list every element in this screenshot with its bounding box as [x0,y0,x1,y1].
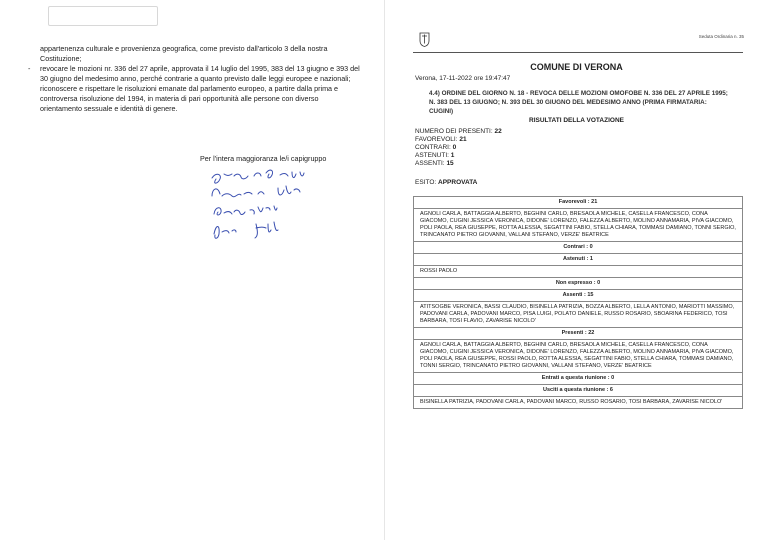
agenda-item-title: 4.4) ORDINE DEL GIORNO N. 18 - REVOCA DELLE MOZIONI OMOFOBE N. 336 DEL 27 APRILE 1995; N. 383 DEL 13 GIUGNO; N. 393 DEL 30 GIUGNO DEL MEDESIMO ANNO (PRIMA FIRMATARIA: CUGINI) [429,90,728,115]
presenti-header: Presenti : 22 [414,328,743,340]
count-presenti: NUMERO DEI PRESENTI: 22 [415,128,502,135]
favorevoli-names: AGNOLI CARLA, BATTAGGIA ALBERTO, BEGHINI CARLO, BRESAOLA MICHELE, CASELLA FRANCESCO, CONA GIACOMO, CUGINI JESSICA VERONICA, DIDONE' LORENZO, FALEZZA ALBERTO, MOLINO ANNAMARIA, PIVA GIACOMO, POLI PAOLA, REA GIUSEPPE, ROTTA ALESSIA, SEGATTINI FABIO, STELLA CHIARA, TOMMASI DAMIANO, TONNI SERGIO, TRINCANATO PIETRO GIOVANNI, VALLANI STEFANO, VERZE' BEATRICE [414,209,743,242]
count-favorevoli: FAVOREVOLI: 21 [415,136,467,143]
usciti-header: Usciti a questa riunione : 6 [414,385,743,397]
contrari-header: Contrari : 0 [414,242,743,254]
page-title: COMUNE DI VERONA [530,62,623,72]
results-heading: RISULTATI DELLA VOTAZIONE [529,117,624,124]
right-document-page [384,0,767,540]
signature-caption: Per l'intera maggioranza le/i capigruppo [200,154,327,163]
vote-counts [415,128,502,168]
city-crest-icon [419,32,430,47]
motion-text-paragraph-1 [40,44,360,64]
non-espresso-header: Non espresso : 0 [414,278,743,290]
vote-results-table [413,196,743,409]
session-label: Seduta Ordinaria n. 35 [698,34,744,39]
astenuti-header: Astenuti : 1 [414,254,743,266]
count-assenti: ASSENTI: 15 [415,160,454,167]
faded-header-mark [215,12,218,21]
vote-outcome: ESITO: APPROVATA [415,179,478,186]
motion-paragraph-text: revocare le mozioni nr. 336 del 27 aprile, approvata il 14 luglio del 1995, 383 del 13 giugno e 393 del 30 giugno del medesimo anno, perché contrarie a quanto previsto dalle leggi europee e nazionali; riconoscere e rispettare le risoluzioni emanate dal parlamento europeo, a partire dalla prima e controversa risoluzione del 1994, in materia di pari opportunità alle persone con diverso orientamento sessuale e identità di genere. [40,64,360,113]
entrati-header: Entrati a questa riunione : 0 [414,373,743,385]
astenuti-names: ROSSI PAOLO [414,266,743,278]
count-astenuti: ASTENUTI: 1 [415,152,455,159]
favorevoli-header: Favorevoli : 21 [414,197,743,209]
usciti-names: BISINELLA PATRIZIA, PADOVANI CARLA, PADOVANI MARCO, RUSSO ROSARIO, TOSI BARBARA, ZAVARISE NICOLO' [414,397,743,409]
assenti-header: Assenti : 15 [414,290,743,302]
count-contrari: CONTRARI: 0 [415,144,457,151]
motion-paragraph-text: appartenenza culturale e provenienza geografica, come previsto dall'articolo 3 della nostra Costituzione; [40,44,328,63]
header-divider [413,52,743,53]
presenti-names: AGNOLI CARLA, BATTAGGIA ALBERTO, BEGHINI CARLO, BRESAOLA MICHELE, CASELLA FRANCESCO, CONA GIACOMO, CUGINI JESSICA VERONICA, DIDONE' LORENZO, FALEZZA ALBERTO, MOLINO ANNAMARIA, PIVA GIACOMO, POLI PAOLA, REA GIUSEPPE, ROSSI PAOLO, ROTTA ALESSIA, SEGATTINI FABIO, STELLA CHIARA, TOMMASI DAMIANO, TONNI SERGIO, TRINCANATO PIETRO GIOVANNI, VALLANI STEFANO, VERZE' BEATRICE [414,340,743,373]
assenti-names: ATITSOGBE VERONICA, BASSI CLAUDIO, BISINELLA PATRIZIA, BOZZA ALBERTO, LELLA ANTONIO, MARIOTTI MASSIMO, PADOVANI CARLA, PADOVANI MARCO, PISA LUIGI, POLATO DANIELE, RUSSO ROSARIO, SBOARINA FEDERICO, TOSI BARBARA, TOSI FLAVIO, ZAVARISE NICOLO' [414,302,743,328]
handwritten-signatures [200,164,330,244]
vote-datetime: Verona, 17-11-2022 ore 19:47:47 [415,75,511,82]
motion-text-paragraph-2 [28,64,360,114]
faded-stamp [48,6,158,26]
bullet-dash: - [28,64,31,73]
